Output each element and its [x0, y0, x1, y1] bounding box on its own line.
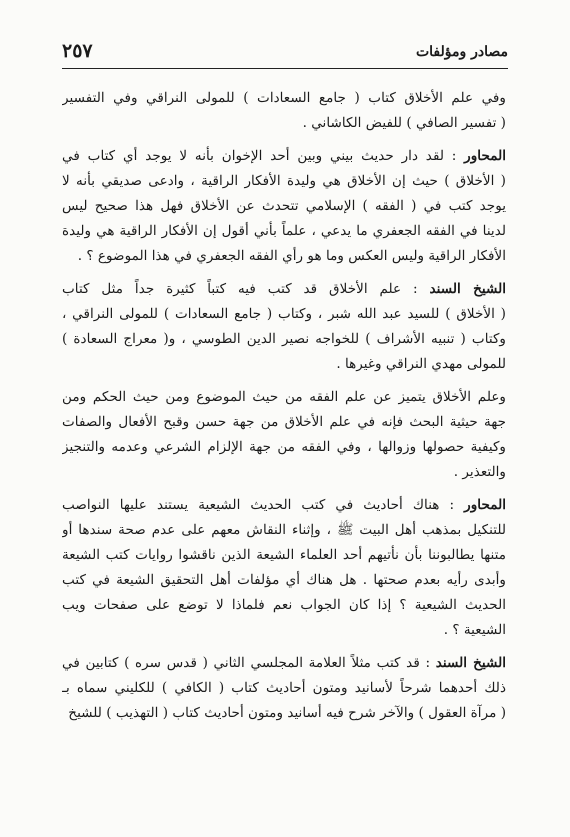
- line-text: جهة حيثية البحث فإنه في علم الأخلاق من جهة حسن وقبح الأفعال والصفات: [62, 414, 506, 430]
- paragraph: [62, 144, 506, 269]
- line-text: يوجد كتب في ( الفقه ) الإسلامي تتحدث عن الأخلاق فهل هذا صحيح ليس: [62, 198, 506, 214]
- line-text: ذلك أحدهما شرحاً لأسانيد ومتون أحاديث كتاب ( الكافي ) للكليني سماه بـ: [62, 680, 506, 696]
- speaker-label: الشيخ السند: [429, 281, 506, 297]
- text-line: [62, 543, 506, 568]
- text-line: [62, 385, 506, 410]
- line-text: الحديث الشيعية ؟ إذا كان الجواب نعم فلماذا لا توضع على صفحات ويب: [62, 597, 506, 613]
- paragraph: [62, 277, 506, 377]
- page-number: ٢٥٧: [62, 40, 93, 62]
- text-line: [62, 169, 506, 194]
- paragraph: [62, 86, 506, 136]
- line-text: الأفكار الراقية وليس العكس وما هو رأي الفقه الجعفري في هذا الموضوع ؟ .: [77, 248, 506, 264]
- text-line: [62, 111, 506, 136]
- text-line: [62, 651, 506, 676]
- line-text: متنها يطالبوننا بأن نأتيهم أحد العلماء الشيعة الذين ناقشوا روايات كتب الشيعة: [62, 547, 506, 563]
- paragraph: [62, 493, 506, 643]
- text-line: [62, 86, 506, 111]
- text-line: [62, 435, 506, 460]
- paragraph: [62, 651, 506, 726]
- text-line: [62, 460, 506, 485]
- speaker-label: الشيخ السند: [435, 655, 506, 671]
- text-line: [62, 277, 506, 302]
- text-line: [62, 244, 506, 269]
- line-text: للمولى مهدي النراقي وغيرها .: [336, 356, 506, 372]
- line-text: ( تفسير الصافي ) للفيض الكاشاني .: [302, 115, 506, 131]
- text-line: [62, 701, 506, 726]
- line-text: : لقد دار حديث بيني وبين أحد الإخوان بأنه لا يوجد أي كتاب في: [62, 148, 465, 164]
- line-text: وكتاب ( تنبيه الأشراف ) للخواجه نصير الدين الطوسي ، و( معراج السعادة ): [62, 331, 506, 347]
- line-text: وأبدى رأيه بعدم صحتها . هل هناك أي مؤلفات أهل التحقيق الشيعة في كتب: [62, 572, 506, 588]
- line-text: ( الأخلاق ) للسيد عبد الله شبر ، وكتاب ( جامع السعادات ) للمولى النراقي ،: [62, 306, 506, 322]
- text-line: [62, 676, 506, 701]
- line-text: : قد كتب مثلاً العلامة المجلسي الثاني ( قدس سره ) كتابين في: [62, 655, 436, 671]
- line-text: وعلم الأخلاق يتميز عن علم الفقه من حيث الموضوع ومن حيث الحكم ومن: [62, 389, 506, 405]
- line-text: ( الأخلاق ) حيث إن الأخلاق هي وليدة الأفكار الراقية ، وادعى صديقي بأنه لا: [62, 173, 506, 189]
- text-line: [62, 518, 506, 543]
- line-text: وفي علم الأخلاق كتاب ( جامع السعادات ) للمولى النراقي وفي التفسير: [62, 90, 506, 106]
- text-line: [62, 352, 506, 377]
- line-text: وكيفية حصولها وزوالها ، وفي الفقه من جهة الإلزام الشرعي وعدمه والتنجيز: [62, 439, 506, 455]
- line-text: : علم الأخلاق قد كتب فيه كتباً كثيرة جداً مثل كتاب: [62, 281, 430, 297]
- text-line: [62, 219, 506, 244]
- page-body: [62, 86, 506, 734]
- line-text: الشيعية ؟ .: [443, 622, 506, 638]
- text-line: [62, 568, 506, 593]
- running-title: مصادر ومؤلفات: [415, 44, 508, 60]
- line-text: للتنكيل بمذهب أهل البيت ﷺ ، وإثناء النقاش معهم على عدم صحة سندها أو: [62, 522, 506, 538]
- line-text: ( مرآة العقول ) والآخر شرح فيه أسانيد ومتون أحاديث كتاب ( التهذيب ) للشيخ: [68, 705, 506, 721]
- speaker-label: المحاور: [464, 148, 506, 164]
- text-line: [62, 194, 506, 219]
- text-line: [62, 410, 506, 435]
- line-text: لدينا في الفقه الجعفري ما يدعي ، علماً بأني أقول إن الأفكار الراقية هي وليدة: [62, 223, 506, 239]
- paragraph: [62, 385, 506, 485]
- text-line: [62, 493, 506, 518]
- speaker-label: المحاور: [464, 497, 506, 513]
- line-text: والتعذير .: [453, 464, 506, 480]
- page-header: [62, 38, 508, 69]
- text-line: [62, 327, 506, 352]
- text-line: [62, 144, 506, 169]
- text-line: [62, 618, 506, 643]
- text-line: [62, 593, 506, 618]
- text-line: [62, 302, 506, 327]
- line-text: : هناك أحاديث في كتب الحديث الشيعية يستند عليها النواصب: [62, 497, 465, 513]
